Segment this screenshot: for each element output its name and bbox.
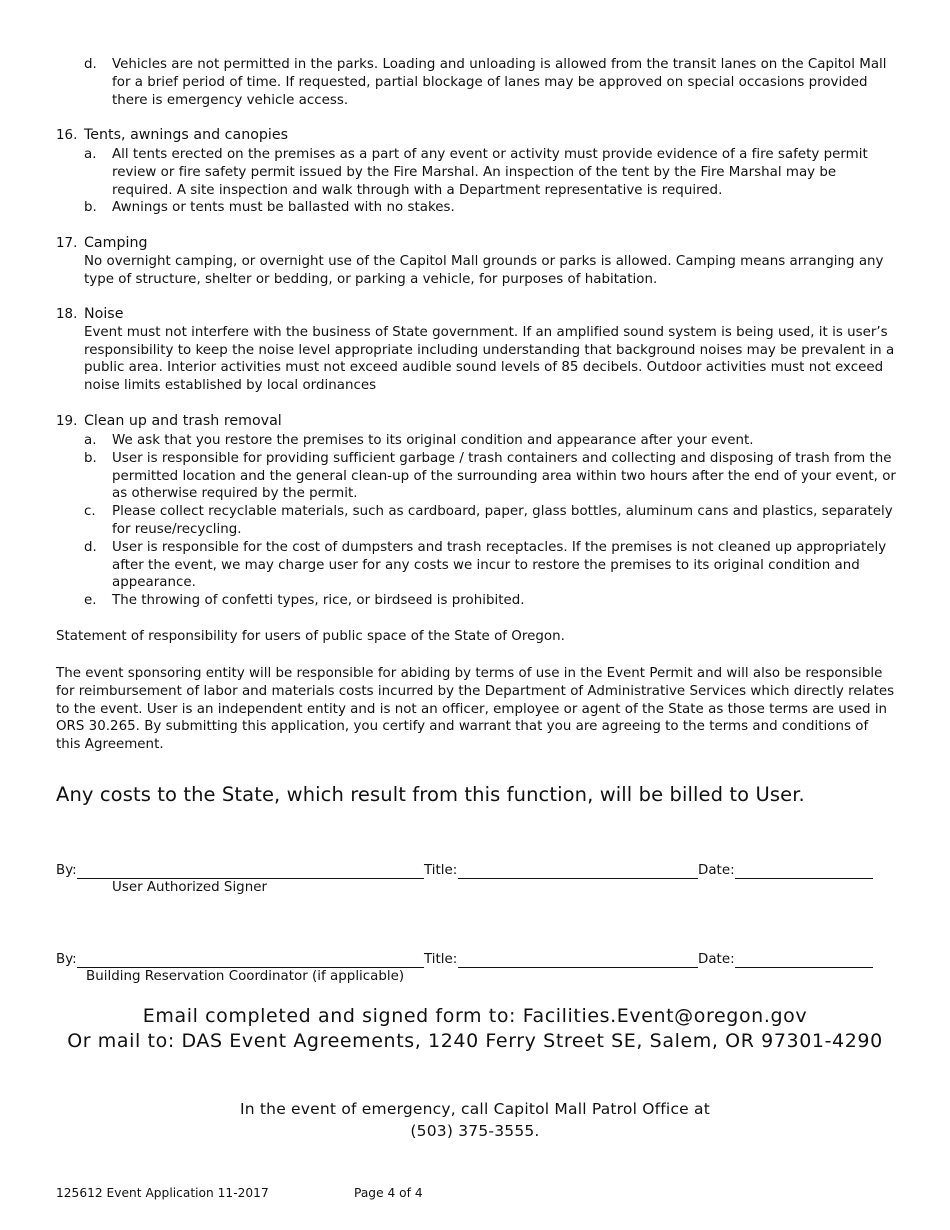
signer2-caption: Building Reservation Coordinator (if applicable) — [86, 969, 405, 984]
section-19-heading — [56, 413, 896, 431]
section-16-heading — [56, 127, 896, 145]
section-number: 16. — [56, 128, 78, 143]
agreement-paragraph: The event sponsoring entity will be responsible for abiding by terms of use in the Event Permit and will also be responsible for reimbursement of labor and materials costs incurred by the Department of Administrative Services which directly relates to the event. User is an independent entity and is not an officer, employee or agent of the State as those terms are used in ORS 30.265. By submitting this application, you certify and warrant that you are agreeing to the terms and conditions of this Agreement. — [56, 666, 895, 753]
item-letter: d. — [84, 539, 97, 555]
section-16-items — [84, 146, 896, 217]
signer2-title-line[interactable] — [458, 967, 698, 968]
section-15-item-d — [84, 56, 896, 109]
mail-instruction: Or mail to: DAS Event Agreements, 1240 Ferry Street SE, Salem, OR 97301-4290 — [67, 1030, 883, 1052]
section-number: 18. — [56, 307, 78, 322]
statement-of-responsibility: Statement of responsibility for users of public space of the State of Oregon. — [56, 629, 565, 644]
section-19 — [56, 413, 896, 431]
by-label: By: — [56, 863, 77, 878]
email-instruction: Email completed and signed form to: Facilities.Event@oregon.gov — [142, 1005, 808, 1027]
costs-notice: Any costs to the State, which result from this function, will be billed to User. — [56, 783, 805, 806]
signer1-title-line[interactable] — [458, 878, 698, 879]
title-label: Title: — [424, 863, 458, 878]
signer1-caption: User Authorized Signer — [112, 880, 267, 895]
date-label: Date: — [698, 863, 735, 878]
section-number: 17. — [56, 236, 78, 251]
item-letter: d. — [84, 57, 97, 72]
item-text: Awnings or tents must be ballasted with no stakes. — [112, 200, 455, 216]
item-text: We ask that you restore the premises to its original condition and appearance after your event. — [112, 433, 754, 448]
section-18 — [56, 306, 896, 395]
item-text: The throwing of confetti types, rice, or birdseed is prohibited. — [112, 593, 525, 609]
section-title: Tents, awnings and canopies — [84, 127, 289, 143]
footer-form-id: 125612 Event Application 11-2017 — [56, 1186, 269, 1200]
list-item — [84, 592, 896, 610]
section-body: Event must not interfere with the business of State government. If an amplified sound system is being used, it is user’s responsibility to keep the noise level appropriate including understanding that background noises may be prevalent in a public area. Interior activities must not exceed audible sound levels of 85 decibels. Outdoor activities must not exceed noise limits established by local ordinances — [84, 324, 895, 394]
item-letter: a. — [84, 147, 97, 162]
section-title: Noise — [84, 306, 124, 322]
item-text: Please collect recyclable materials, such as cardboard, paper, glass bottles, aluminum cans and plastics, separately for reuse/recycling. — [112, 504, 893, 537]
item-text: User is responsible for providing sufficient garbage / trash containers and collecting and disposing of trash from the permitted location and the general clean-up of the surrounding area within two hours after the end of your event, or as otherwise required by the permit. — [112, 450, 896, 502]
item-text: Vehicles are not permitted in the parks. Loading and unloading is allowed from the transit lanes on the Capitol Mall for a brief period of time. If requested, partial blockage of lanes may be approved on special occasions provided there is emergency vehicle access. — [112, 57, 887, 108]
date-label: Date: — [698, 952, 735, 967]
list-item — [84, 503, 896, 539]
by-label: By: — [56, 952, 77, 967]
emergency-line: In the event of emergency, call Capitol Mall Patrol Office at — [239, 1100, 711, 1118]
signer1-date-line[interactable] — [735, 878, 873, 879]
item-letter: c. — [84, 504, 96, 520]
section-17-heading — [56, 235, 896, 253]
item-text: All tents erected on the premises as a part of any event or activity must provide evidence of a fire safety permit review or fire safety permit issued by the Fire Marshal. An inspection of the tent by the Fire Marshal may be required. A site inspection and walk through with a Department representative is required. — [112, 147, 868, 198]
section-body: No overnight camping, or overnight use of the Capitol Mall grounds or parks is allowed. Camping means arranging any type of structure, shelter or bedding, or parking a vehicle, for purposes of habitation. — [84, 253, 884, 287]
footer-page-number: Page 4 of 4 — [354, 1186, 423, 1200]
list-item — [84, 450, 896, 503]
section-18-heading — [56, 306, 896, 324]
list-item — [84, 539, 896, 592]
section-19-items — [84, 432, 896, 610]
emergency-phone: (503) 375-3555. — [410, 1122, 540, 1140]
section-title: Clean up and trash removal — [84, 413, 282, 429]
item-letter: b. — [84, 200, 97, 216]
item-text: User is responsible for the cost of dumpsters and trash receptacles. If the premises is not cleaned up appropriately after the event, we may charge user for any costs we incur to restore the premises to its original condition and appearance. — [112, 539, 887, 591]
section-title: Camping — [84, 235, 148, 251]
item-letter: b. — [84, 450, 97, 466]
list-item — [84, 432, 896, 450]
section-16 — [56, 127, 896, 145]
section-number: 19. — [56, 414, 78, 429]
item-letter: e. — [84, 593, 97, 609]
list-item — [84, 199, 896, 217]
list-item — [84, 146, 896, 199]
section-17 — [56, 235, 896, 288]
title-label: Title: — [424, 952, 458, 967]
signer2-date-line[interactable] — [735, 967, 873, 968]
item-letter: a. — [84, 433, 97, 448]
